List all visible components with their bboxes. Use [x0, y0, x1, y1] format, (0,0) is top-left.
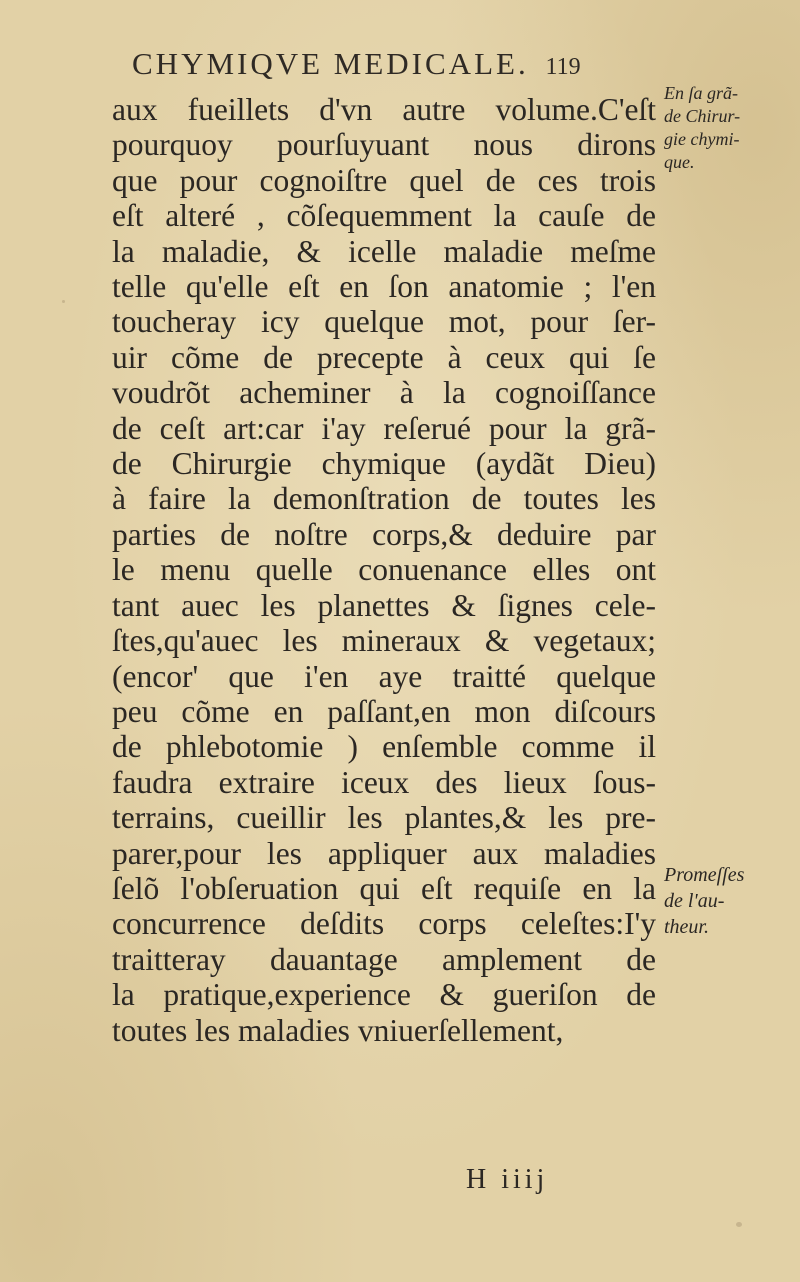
text-line: parties de noſtre corps,& deduire par: [112, 516, 656, 552]
text-line: toutes les maladies vniuerſellement,: [112, 1012, 564, 1048]
text-line: parer,pour les appliquer aux maladies: [112, 835, 656, 871]
margin-note-line: theur.: [664, 916, 709, 938]
margin-note-line: de l'au-: [664, 890, 725, 912]
margin-note-chirurgie: [664, 82, 740, 174]
text-line: toucheray icy quelque mot, pour ſer-: [112, 304, 656, 340]
text-line: pourquoy pourſuyuant nous dirons: [112, 127, 656, 163]
text-line: aux fueillets d'vn autre volume.C'eſt: [112, 92, 656, 127]
text-line: concurrence deſdits corps celeſtes:I'y: [112, 906, 656, 942]
text-line: de ceſt art:car i'ay reſerué pour la grã-: [112, 410, 656, 446]
page-number: 119: [545, 54, 581, 80]
body-text: [112, 92, 656, 1048]
running-title: CHYMIQVE MEDICALE.: [132, 46, 529, 81]
margin-note-line: de Chirur-: [664, 106, 741, 126]
margin-note-promesses: [664, 862, 744, 940]
text-line: terrains, cueillir les plantes,& les pre-: [112, 800, 656, 836]
signature-mark: H iiij: [466, 1164, 549, 1195]
running-header: [132, 46, 652, 82]
text-line: telle qu'elle eſt en ſon anatomie ; l'en: [112, 269, 656, 305]
text-line: eſt alteré , cõſequemment la cauſe de: [112, 198, 656, 234]
text-line: traitteray dauantage amplement de: [112, 941, 656, 977]
text-line: uir cõme de precepte à ceux qui ſe: [112, 339, 656, 375]
text-line: peu cõme en paſſant,en mon diſcours: [112, 693, 656, 729]
text-line: la pratique,experience & gueriſon de: [112, 977, 656, 1013]
paper-spot: [62, 300, 65, 303]
margin-note-line: que.: [664, 152, 695, 172]
text-line: ſtes,qu'auec les mineraux & vegetaux;: [112, 623, 656, 659]
text-line: la maladie, & icelle maladie meſme: [112, 233, 656, 269]
text-line: que pour cognoiſtre quel de ces trois: [112, 162, 656, 198]
text-line: ſelõ l'obſeruation qui eſt requiſe en la: [112, 870, 656, 906]
text-line: voudrõt acheminer à la cognoiſſance: [112, 375, 656, 411]
text-line: tant auec les planettes & ſignes cele-: [112, 587, 656, 623]
text-line: de Chirurgie chymique (aydãt Dieu): [112, 446, 656, 482]
text-line: faudra extraire iceux des lieux ſous-: [112, 764, 656, 800]
text-line: de phlebotomie ) enſemble comme il: [112, 729, 656, 765]
text-line: le menu quelle conuenance elles ont: [112, 552, 656, 588]
text-line: à faire la demonſtration de toutes les: [112, 481, 656, 517]
text-line: (encor' que i'en aye traitté quelque: [112, 658, 656, 694]
margin-note-line: En ſa grã-: [664, 83, 738, 103]
paper-spot: [736, 1222, 742, 1227]
margin-note-line: Promeſſes: [664, 864, 745, 886]
margin-note-line: gie chymi-: [664, 129, 740, 149]
